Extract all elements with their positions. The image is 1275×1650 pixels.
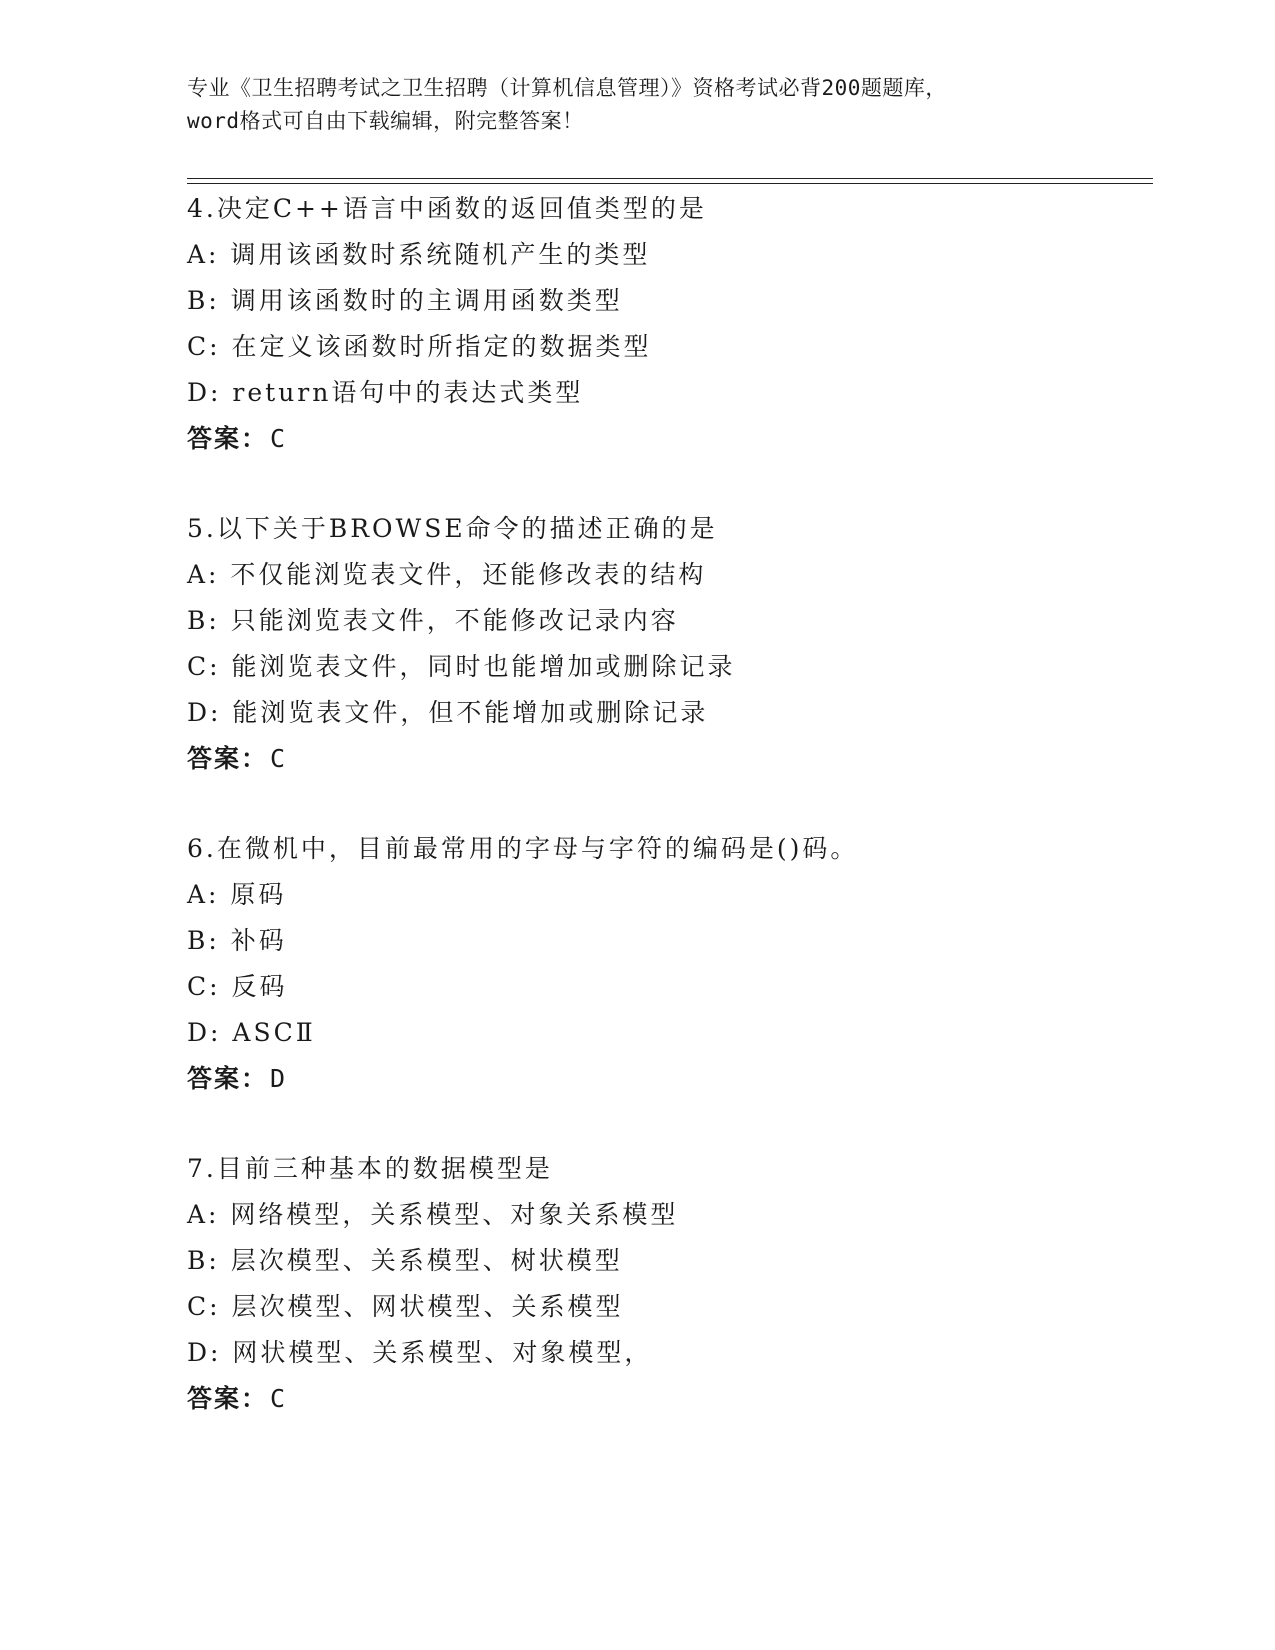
header-title-line-1: 专业《卫生招聘考试之卫生招聘（计算机信息管理）》资格考试必背200题题库， <box>187 76 947 100</box>
question-item <box>187 186 1167 462</box>
answer-line <box>187 416 1167 462</box>
option-c: C: 层次模型、网状模型、关系模型 <box>187 1292 624 1321</box>
option-d: D: 能浏览表文件，但不能增加或删除记录 <box>187 698 709 727</box>
option-c: C: 能浏览表文件，同时也能增加或删除记录 <box>187 652 736 681</box>
option-c: C: 反码 <box>187 972 288 1001</box>
answer-value: C <box>270 1384 286 1413</box>
option-a: A: 调用该函数时系统随机产生的类型 <box>187 240 651 269</box>
answer-value: D <box>270 1064 286 1093</box>
option-b: B: 调用该函数时的主调用函数类型 <box>187 286 623 315</box>
answer-label: 答案： <box>187 1064 269 1093</box>
question-stem: 6.在微机中，目前最常用的字母与字符的编码是()码。 <box>187 834 859 863</box>
answer-value: C <box>270 744 286 773</box>
answer-line <box>187 1056 1167 1102</box>
option-c: C: 在定义该函数时所指定的数据类型 <box>187 332 652 361</box>
answer-label: 答案： <box>187 744 269 773</box>
document-header <box>187 72 1087 138</box>
question-item <box>187 1146 1167 1422</box>
question-item <box>187 826 1167 1102</box>
option-d: D: return语句中的表达式类型 <box>187 378 584 407</box>
answer-value: C <box>270 424 286 453</box>
option-d: D: 网状模型、关系模型、对象模型， <box>187 1338 653 1367</box>
option-b: B: 层次模型、关系模型、树状模型 <box>187 1246 623 1275</box>
answer-label: 答案： <box>187 424 269 453</box>
header-divider-top <box>187 178 1153 179</box>
question-list <box>187 186 1167 1466</box>
header-divider-bottom <box>187 183 1153 184</box>
option-a: A: 网络模型，关系模型、对象关系模型 <box>187 1200 679 1229</box>
question-stem: 5.以下关于BROWSE命令的描述正确的是 <box>187 514 718 543</box>
question-stem: 4.决定C++语言中函数的返回值类型的是 <box>187 194 707 223</box>
answer-line <box>187 736 1167 782</box>
answer-label: 答案： <box>187 1384 269 1413</box>
option-b: B: 只能浏览表文件，不能修改记录内容 <box>187 606 679 635</box>
question-stem: 7.目前三种基本的数据模型是 <box>187 1154 553 1183</box>
option-d: D: ASCⅡ <box>187 1018 316 1047</box>
option-b: B: 补码 <box>187 926 287 955</box>
header-title-line-2: word格式可自由下载编辑，附完整答案！ <box>187 109 584 133</box>
answer-line <box>187 1376 1167 1422</box>
option-a: A: 不仅能浏览表文件，还能修改表的结构 <box>187 560 707 589</box>
question-item <box>187 506 1167 782</box>
option-a: A: 原码 <box>187 880 287 909</box>
